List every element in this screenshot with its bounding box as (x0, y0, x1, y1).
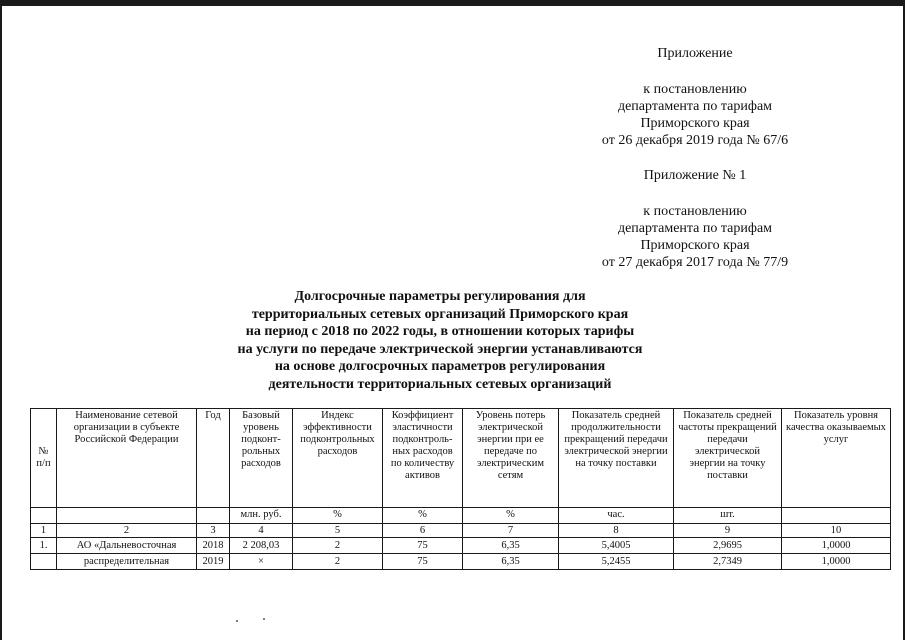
appendix-1-date-line: от 27 декабря 2017 года № 77/9 (601, 255, 789, 270)
title-line: на период с 2018 по 2022 годы, в отношении которых тарифы (245, 324, 635, 339)
column-number-cell: 3 (197, 524, 230, 538)
unit-cell (197, 508, 230, 524)
table-header-row (31, 409, 891, 508)
appendix-1-dept-line: департамента по тарифам (617, 221, 773, 236)
column-number-cell: 5 (293, 524, 383, 538)
appendix-label: Приложение (657, 46, 733, 61)
year-cell: 2018 (197, 538, 230, 554)
column-number-cell: 8 (559, 524, 674, 538)
row-number-cell: 1. (31, 538, 57, 554)
scan-speck (263, 618, 265, 620)
efficiency-index-cell: 2 (293, 538, 383, 554)
appendix-date-line: от 26 декабря 2019 года № 67/6 (601, 133, 789, 148)
header-cell-losses: Уровень потерь электрической энергии при ее передаче по электрическим сетям (463, 409, 559, 508)
title-line: на услуги по передаче электрической энергии устанавливаются (237, 341, 643, 357)
frequency-cell: 2,7349 (674, 554, 782, 570)
title-line: территориальных сетевых организаций Приморского края (251, 306, 629, 322)
header-cell-year: Год (197, 409, 230, 508)
duration-cell: 5,4005 (559, 538, 674, 554)
scan-border-top (0, 0, 905, 6)
column-number-cell: 6 (383, 524, 463, 538)
unit-cell (57, 508, 197, 524)
duration-cell: 5,2455 (559, 554, 674, 570)
losses-cell: 6,35 (463, 554, 559, 570)
unit-cell (31, 508, 57, 524)
header-cell-duration: Показатель средней продолжительности прекращений передачи электрической энергии на точку поставки (559, 409, 674, 508)
column-number-cell: 10 (782, 524, 891, 538)
column-number-cell: 9 (674, 524, 782, 538)
elasticity-cell: 75 (383, 554, 463, 570)
header-cell-base-level: Базовый уровень подконт-рольных расходов (230, 409, 293, 508)
header-cell-efficiency-index: Индекс эффективности подконтрольных расходов (293, 409, 383, 508)
header-cell-number: № п/п (31, 409, 57, 508)
unit-cell: % (383, 508, 463, 524)
column-number-cell: 1 (31, 524, 57, 538)
unit-cell: % (463, 508, 559, 524)
appendix-region-line: Приморского края (640, 116, 750, 131)
column-number-cell: 2 (57, 524, 197, 538)
elasticity-cell: 75 (383, 538, 463, 554)
unit-cell: шт. (674, 508, 782, 524)
base-level-cell: × (230, 554, 293, 570)
quality-cell: 1,0000 (782, 538, 891, 554)
year-cell: 2019 (197, 554, 230, 570)
efficiency-index-cell: 2 (293, 554, 383, 570)
title-line: Долгосрочные параметры регулирования для (294, 289, 586, 304)
appendix-ref-line: к постановлению (643, 82, 747, 97)
appendix-1-region-line: Приморского края (640, 238, 750, 253)
base-level-cell: 2 208,03 (230, 538, 293, 554)
document-title (190, 288, 690, 393)
table-row (31, 538, 891, 554)
table-row (31, 554, 891, 570)
column-number-cell: 4 (230, 524, 293, 538)
parameters-table (30, 408, 891, 570)
frequency-cell: 2,9695 (674, 538, 782, 554)
organization-cell: распределительная (57, 554, 197, 570)
losses-cell: 6,35 (463, 538, 559, 554)
appendix-1-ref-line: к постановлению (643, 204, 747, 219)
header-cell-elasticity: Коэффициент эластичности подконтроль-ных расходов по количеству активов (383, 409, 463, 508)
table-column-numbers-row (31, 524, 891, 538)
row-number-cell (31, 554, 57, 570)
title-line: деятельности территориальных сетевых организаций (268, 376, 612, 392)
appendix-1-label: Приложение № 1 (643, 168, 747, 183)
unit-cell: млн. руб. (230, 508, 293, 524)
appendix-dept-line: департамента по тарифам (617, 99, 773, 114)
organization-cell: АО «Дальневосточная (57, 538, 197, 554)
scan-speck (236, 620, 238, 622)
header-cell-frequency: Показатель средней частоты прекращений передачи электрической энергии на точку поставки (674, 409, 782, 508)
header-cell-organization: Наименование сетевой организации в субъекте Российской Федерации (57, 409, 197, 508)
scan-border-left (0, 0, 2, 640)
table-units-row (31, 508, 891, 524)
unit-cell: час. (559, 508, 674, 524)
quality-cell: 1,0000 (782, 554, 891, 570)
unit-cell: % (293, 508, 383, 524)
unit-cell (782, 508, 891, 524)
header-cell-quality: Показатель уровня качества оказываемых услуг (782, 409, 891, 508)
column-number-cell: 7 (463, 524, 559, 538)
title-line: на основе долгосрочных параметров регулирования (274, 359, 606, 374)
